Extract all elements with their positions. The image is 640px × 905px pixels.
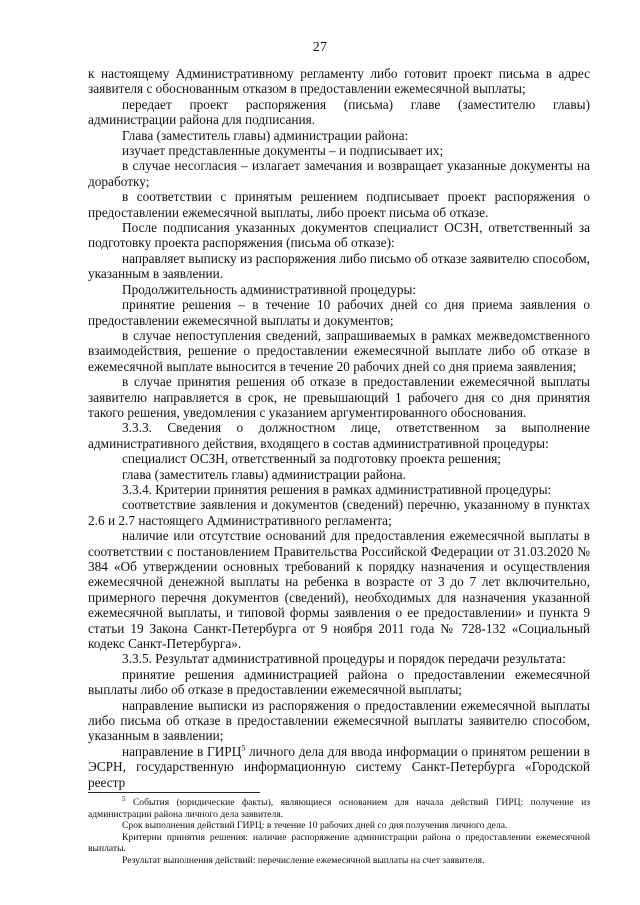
footnote-separator — [88, 792, 260, 793]
paragraph: наличие или отсутствие оснований для предоставления ежемесячной выплаты в соответствии с постановлением Правительства Российской Федерации от 31.03.2020 № 384 «Об утверждении основных требований к порядку назначения и осуществления ежемесячной денежной выплаты на ребенка в возрасте от 3 до 7 лет включительно, примерного перечня документов (сведений), необходимых для назначения указанной ежемесячной выплаты, и типовой формы заявления о ее предоставлении» и пункта 9 статьи 19 Закона Санкт-Петербурга от 9 ноября 2011 года № 728-132 «Социальный кодекс Санкт-Петербурга». — [88, 528, 590, 652]
footnote-text: События (юридические факты), являющиеся основанием для начала действий ГИРЦ: получение из администрации района личного дела заявителя. — [88, 797, 590, 820]
paragraph: в случае непоступления сведений, запрашиваемых в рамках межведомственного взаимодействия, решение о предоставлении ежемесячной выплате либо об отказе в ежемесячной выплате выносится в течение 20 рабочих дней со дня приема заявления; — [88, 327, 590, 374]
paragraph: 3.3.3. Сведения о должностном лице, ответственном за выполнение административного действия, входящего в состав административной процедуры: — [88, 420, 590, 451]
paragraph: направляет выписку из распоряжения либо письмо об отказе заявителю способом, указанным в заявлении. — [88, 250, 590, 282]
paragraph: в случае несогласия – излагает замечания и возвращает указанные документы на доработку; — [88, 158, 590, 189]
paragraph: специалист ОСЗН, ответственный за подготовку проекта решения; — [122, 451, 502, 467]
footnote: Критерии принятия решения: наличие распоряжение администрации района о предоставлении ежемесячной выплаты. — [88, 831, 590, 855]
paragraph: соответствие заявления и документов (сведений) перечню, указанному в пунктах 2.6 и 2.7 настоящего Административного регламента; — [88, 497, 590, 528]
paragraph: глава (заместитель главы) администрации района. — [122, 466, 406, 482]
body-text — [88, 66, 590, 790]
footnote: Результат выполнения действий: перечисление ежемесячной выплаты на счет заявителя. — [122, 854, 485, 866]
footnote-marker: 5 — [122, 794, 126, 803]
paragraph: принятие решения администрацией района о предоставлении ежемесячной выплаты либо об отказе в предоставлении ежемесячной выплаты; — [88, 666, 590, 698]
paragraph — [88, 744, 590, 790]
paragraph: После подписания указанных документов специалист ОСЗН, ответственный за подготовку проекта распоряжения (письма об отказе): — [88, 220, 590, 251]
paragraph: изучает представленные документы – и подписывает их; — [122, 143, 444, 159]
paragraph: 3.3.5. Результат административной процедуры и порядок передачи результата: — [122, 651, 566, 667]
footnotes — [88, 794, 590, 867]
paragraph: передает проект распоряжения (письма) главе (заместителю главы) администрации района для подписания. — [88, 96, 590, 128]
paragraph: Продолжительность административной процедуры: — [122, 281, 417, 297]
paragraph-text: направление в ГИРЦ — [122, 743, 242, 759]
paragraph-text: личного дела для ввода информации о принятом решении в ЭСРН, государственную информационную систему Санкт-Петербурга «Городской реестр — [88, 743, 590, 790]
page-number: 27 — [312, 40, 328, 55]
footnote-ref: 5 — [241, 743, 246, 753]
paragraph: 3.3.4. Критерии принятия решения в рамках административной процедуры: — [122, 481, 552, 497]
footnote — [88, 794, 590, 820]
paragraph: к настоящему Административному регламенту либо готовит проект письма в адрес заявителя с обоснованным отказом в предоставлении ежемесячной выплаты; — [88, 66, 590, 97]
paragraph: принятие решения – в течение 10 рабочих дней со дня приема заявления о предоставлении ежемесячной выплаты и документов; — [88, 297, 590, 328]
footnote: Срок выполнения действий ГИРЦ: в течение 10 рабочих дней со дня получения личного дела. — [122, 820, 508, 832]
paragraph: Глава (заместитель главы) администрации района: — [122, 127, 409, 143]
paragraph: в соответствии с принятым решением подписывает проект распоряжения о предоставлении ежемесячной выплаты, либо проект письма об отказе. — [88, 189, 590, 220]
paragraph: направление выписки из распоряжения о предоставлении ежемесячной выплаты либо письма об отказе в предоставлении ежемесячной выплаты заявителю способом, указанным в заявлении; — [88, 697, 590, 744]
paragraph: в случае принятия решения об отказе в предоставлении ежемесячной выплаты заявителю направляется в срок, не превышающий 1 рабочего дня со дня принятия такого решения, уведомления с указанием аргументированного обоснования. — [88, 374, 590, 420]
